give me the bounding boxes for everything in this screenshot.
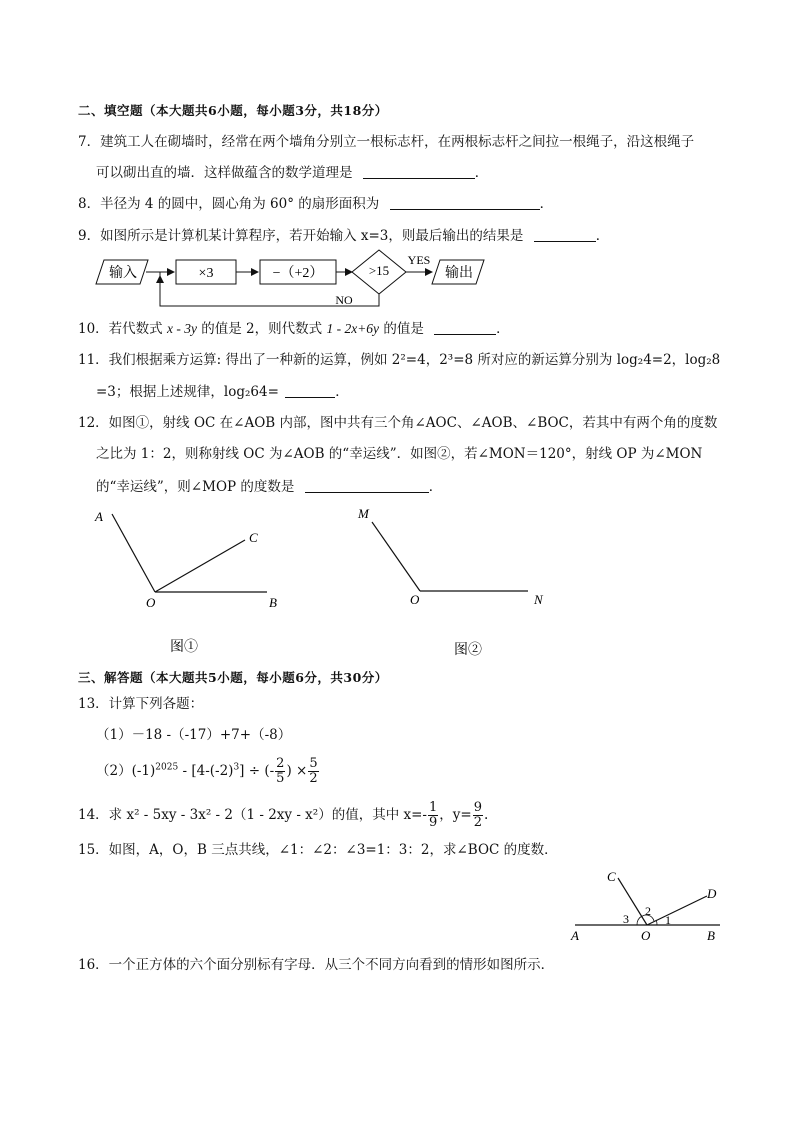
flowchart: [90, 248, 500, 314]
denominator: 5: [276, 771, 285, 786]
label-N: N: [534, 592, 543, 607]
q10-answer-blank[interactable]: [434, 320, 496, 335]
q14-sep: ，y=: [439, 807, 472, 823]
q10-pre: 10．若代数式: [78, 321, 163, 337]
numerator: 5: [309, 756, 318, 771]
denominator: 2: [309, 771, 318, 786]
numerator: 1: [429, 800, 438, 815]
q9-end: ．: [595, 228, 610, 244]
q10-line: [78, 319, 510, 339]
q7-line1: 7．建筑工人在砌墙时，经常在两个墙角分别立一根标志杆，在两根标志杆之间拉一根绳子，沿这根绳子: [78, 134, 695, 150]
q13-p2-mid: - [4-(-2): [178, 763, 234, 779]
q8-line: [78, 194, 553, 214]
section-title-solutions: 三、解答题（本大题共5小题，每小题6分，共30分）: [78, 670, 388, 685]
q7-answer-blank[interactable]: [363, 164, 475, 179]
q11-line1: 11．我们根据乘方运算: 得出了一种新的运算，例如 2²=4，2³=8 所对应的新运算分别为 log₂4=2，log₂8: [78, 352, 721, 368]
q10-expr1: x - 3y: [166, 321, 197, 336]
angle-3-label: 3: [623, 912, 629, 926]
q13-p2-exp2: 3: [233, 762, 240, 773]
q15-line: 15．如图，A，O，B 三点共线，∠1：∠2：∠3=1：3：2，求∠BOC 的度数．: [78, 842, 558, 858]
q12-line2: 之比为 1：2，则称射线 OC 为∠AOB 的“幸运线”．如图②，若∠MON＝120°，射线 OP 为∠MON: [96, 446, 703, 462]
fraction: [275, 757, 285, 786]
label-C: C: [249, 530, 258, 545]
label-M: M: [358, 506, 369, 521]
flow-no-label: NO: [335, 293, 353, 307]
label-D: D: [707, 886, 717, 901]
denominator: 2: [473, 815, 483, 830]
q16-line: 16．一个正方体的六个面分别标有字母．从三个不同方向看到的情形如图所示．: [78, 957, 555, 973]
q7-end: ．: [474, 165, 489, 181]
q14-end: .: [484, 807, 489, 823]
label-B: B: [707, 928, 715, 943]
label-A: A: [571, 928, 579, 943]
denominator: 9: [429, 815, 438, 830]
q10-expr2: 1 - 2x+6y: [326, 321, 380, 336]
q11-line2: [96, 382, 349, 402]
figure-1-caption: 图①: [170, 640, 198, 655]
q13-part1: （1）－18 -（-17）+7+（-8）: [96, 727, 292, 743]
ray-OA: [112, 514, 155, 592]
q10-post: 的值是: [383, 321, 424, 337]
q13-p2-mid2: ] ÷ (-: [239, 763, 275, 779]
q11-end: ．: [335, 384, 349, 400]
figure-3: [565, 863, 745, 945]
q14-line: [78, 801, 488, 830]
q14-text: 14．求 x² - 5xy - 3x² - 2（1 - 2xy - x²）的值，其中: [78, 807, 400, 823]
numerator: 9: [473, 800, 483, 815]
q13-p2-mid3: ) ×: [286, 763, 308, 779]
q12-end: ．: [428, 479, 443, 495]
q11-answer-blank[interactable]: [285, 383, 335, 398]
ray-OC: [155, 540, 245, 592]
angle-2-label: 2: [645, 904, 651, 918]
q11-text: =3；根据上述规律，log₂64=: [96, 384, 279, 400]
figure-1: [85, 500, 305, 665]
q8-end: ．: [539, 196, 554, 212]
q13-part2: [96, 757, 320, 786]
figure-2: [350, 500, 565, 665]
flow-times-label: ×3: [198, 266, 214, 281]
q8-text: 8．半径为 4 的圆中，圆心角为 60° 的扇形面积为: [78, 196, 380, 212]
q7-text: 可以砌出直的墙．这样做蕴含的数学道理是: [96, 165, 353, 181]
ray-OM: [372, 522, 420, 591]
label-O: O: [146, 595, 156, 610]
flow-minus-label: −（+2）: [272, 266, 324, 281]
q12-answer-blank[interactable]: [305, 478, 429, 493]
figure-2-caption: 图②: [454, 643, 482, 658]
q12-line3: [96, 477, 442, 497]
q10-mid: 的值是 2，则代数式: [201, 321, 323, 337]
numerator: 2: [276, 756, 285, 771]
q10-end: ．: [496, 321, 510, 337]
q8-answer-blank[interactable]: [390, 195, 540, 210]
label-C: C: [607, 869, 616, 884]
q14-x: x=-: [403, 807, 427, 823]
section-title-fill-blank: 二、填空题（本大题共6小题，每小题3分，共18分）: [78, 103, 388, 118]
flow-output-label: 输出: [445, 266, 473, 281]
label-O: O: [410, 592, 420, 607]
q9-text: 9．如图所示是计算机某计算程序，若开始输入 x=3，则最后输出的结果是: [78, 228, 524, 244]
angle-1-label: 1: [665, 913, 671, 927]
label-O: O: [641, 928, 651, 943]
angle-3-arc: [637, 916, 642, 925]
q9-answer-blank[interactable]: [534, 227, 596, 242]
q12-text: 的“幸运线”，则∠MOP 的度数是: [96, 479, 295, 495]
flow-condition-label: >15: [368, 263, 390, 278]
label-B: B: [269, 595, 277, 610]
q9-line: [78, 226, 609, 246]
q7-line2: [96, 163, 488, 183]
q13-p2-exp: 2025: [155, 762, 179, 773]
q13-p2-pre: （2）(-1): [96, 763, 156, 779]
fraction: [428, 801, 438, 830]
q12-line1: 12．如图①，射线 OC 在∠AOB 内部，图中共有三个角∠AOC、∠AOB、∠BOC，若其中有两个角的度数: [78, 415, 718, 431]
flow-yes-label: YES: [407, 253, 431, 267]
fraction: [308, 757, 318, 786]
q13-line: 13．计算下列各题：: [78, 696, 204, 712]
fraction: [473, 801, 483, 830]
flow-input-label: 输入: [109, 266, 137, 281]
label-A: A: [95, 509, 103, 524]
